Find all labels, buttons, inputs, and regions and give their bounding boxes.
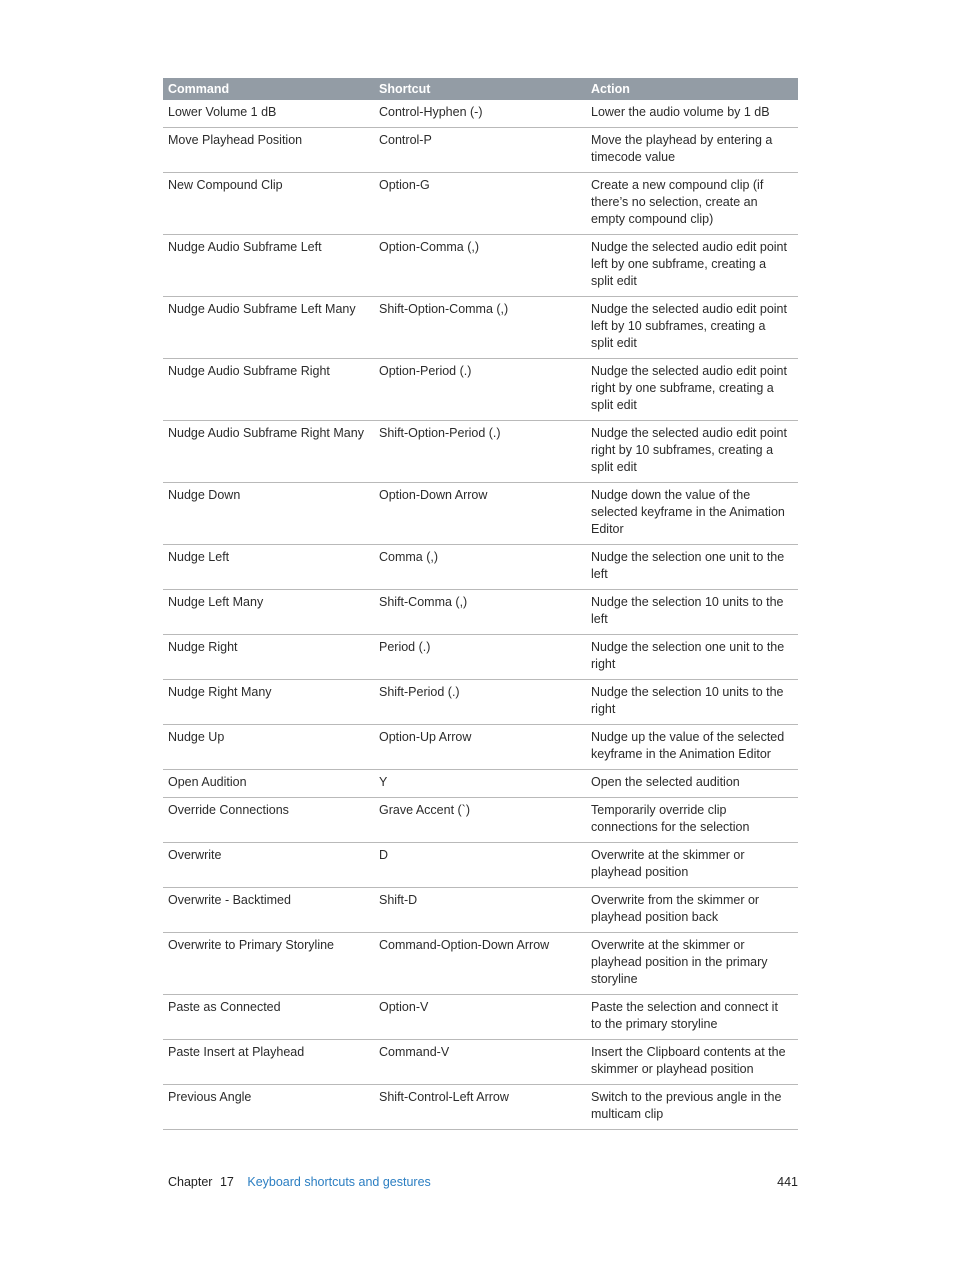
cell-command: Open Audition bbox=[163, 770, 374, 798]
cell-action: Nudge up the value of the selected keyframe in the Animation Editor bbox=[586, 725, 798, 770]
cell-command: Move Playhead Position bbox=[163, 128, 374, 173]
cell-shortcut: Shift-Control-Left Arrow bbox=[374, 1085, 586, 1130]
table-row bbox=[163, 173, 798, 235]
table-row bbox=[163, 798, 798, 843]
cell-shortcut: Control-Hyphen (-) bbox=[374, 100, 586, 128]
cell-shortcut: Option-Up Arrow bbox=[374, 725, 586, 770]
cell-action: Nudge the selected audio edit point left by 10 subframes, creating a split edit bbox=[586, 297, 798, 359]
footer-chapter-title-link[interactable]: Keyboard shortcuts and gestures bbox=[247, 1175, 431, 1189]
cell-shortcut: Control-P bbox=[374, 128, 586, 173]
cell-shortcut: Option-G bbox=[374, 173, 586, 235]
column-header-shortcut: Shortcut bbox=[374, 78, 586, 100]
column-header-action: Action bbox=[586, 78, 798, 100]
cell-shortcut: Shift-Comma (,) bbox=[374, 590, 586, 635]
table-row bbox=[163, 100, 798, 128]
cell-shortcut: Comma (,) bbox=[374, 545, 586, 590]
table-row bbox=[163, 483, 798, 545]
table-row bbox=[163, 635, 798, 680]
cell-action: Paste the selection and connect it to the primary storyline bbox=[586, 995, 798, 1040]
cell-action: Insert the Clipboard contents at the skimmer or playhead position bbox=[586, 1040, 798, 1085]
cell-action: Nudge the selection one unit to the right bbox=[586, 635, 798, 680]
cell-command: Paste as Connected bbox=[163, 995, 374, 1040]
cell-command: Nudge Left bbox=[163, 545, 374, 590]
cell-command: Overwrite - Backtimed bbox=[163, 888, 374, 933]
cell-shortcut: Command-V bbox=[374, 1040, 586, 1085]
table-row bbox=[163, 128, 798, 173]
cell-command: Paste Insert at Playhead bbox=[163, 1040, 374, 1085]
cell-action: Nudge the selection one unit to the left bbox=[586, 545, 798, 590]
cell-command: Nudge Audio Subframe Right bbox=[163, 359, 374, 421]
table-row bbox=[163, 1085, 798, 1130]
cell-command: Overwrite to Primary Storyline bbox=[163, 933, 374, 995]
cell-command: Nudge Audio Subframe Right Many bbox=[163, 421, 374, 483]
table-row bbox=[163, 359, 798, 421]
page-footer bbox=[168, 1173, 798, 1191]
page-number: 441 bbox=[777, 1175, 798, 1189]
cell-action: Nudge down the value of the selected keyframe in the Animation Editor bbox=[586, 483, 798, 545]
cell-command: Override Connections bbox=[163, 798, 374, 843]
cell-action: Open the selected audition bbox=[586, 770, 798, 798]
cell-shortcut: Shift-Period (.) bbox=[374, 680, 586, 725]
table-row bbox=[163, 888, 798, 933]
cell-action: Lower the audio volume by 1 dB bbox=[586, 100, 798, 128]
cell-action: Nudge the selected audio edit point right by one subframe, creating a split edit bbox=[586, 359, 798, 421]
table-row bbox=[163, 235, 798, 297]
cell-command: Overwrite bbox=[163, 843, 374, 888]
cell-action: Overwrite at the skimmer or playhead position in the primary storyline bbox=[586, 933, 798, 995]
cell-command: Nudge Right bbox=[163, 635, 374, 680]
cell-shortcut: Shift-Option-Comma (,) bbox=[374, 297, 586, 359]
column-header-command: Command bbox=[163, 78, 374, 100]
table-row bbox=[163, 680, 798, 725]
cell-action: Create a new compound clip (if there’s no selection, create an empty compound clip) bbox=[586, 173, 798, 235]
footer-chapter-number: 17 bbox=[219, 1175, 234, 1189]
cell-shortcut: Shift-D bbox=[374, 888, 586, 933]
cell-action: Switch to the previous angle in the multicam clip bbox=[586, 1085, 798, 1130]
cell-action: Nudge the selected audio edit point right by 10 subframes, creating a split edit bbox=[586, 421, 798, 483]
cell-shortcut: Y bbox=[374, 770, 586, 798]
cell-action: Temporarily override clip connections for the selection bbox=[586, 798, 798, 843]
cell-command: Lower Volume 1 dB bbox=[163, 100, 374, 128]
cell-action: Move the playhead by entering a timecode value bbox=[586, 128, 798, 173]
cell-command: Nudge Audio Subframe Left bbox=[163, 235, 374, 297]
table-row bbox=[163, 995, 798, 1040]
footer-chapter-label: Chapter bbox=[168, 1175, 213, 1189]
shortcuts-table bbox=[163, 78, 798, 1130]
table-row bbox=[163, 545, 798, 590]
cell-action: Nudge the selection 10 units to the right bbox=[586, 680, 798, 725]
table-row bbox=[163, 297, 798, 359]
table-row bbox=[163, 933, 798, 995]
cell-command: New Compound Clip bbox=[163, 173, 374, 235]
cell-shortcut: D bbox=[374, 843, 586, 888]
cell-command: Nudge Down bbox=[163, 483, 374, 545]
cell-action: Nudge the selection 10 units to the left bbox=[586, 590, 798, 635]
cell-shortcut: Option-Period (.) bbox=[374, 359, 586, 421]
table-body bbox=[163, 100, 798, 1130]
cell-command: Nudge Left Many bbox=[163, 590, 374, 635]
cell-shortcut: Option-V bbox=[374, 995, 586, 1040]
cell-shortcut: Shift-Option-Period (.) bbox=[374, 421, 586, 483]
table-row bbox=[163, 770, 798, 798]
table-row bbox=[163, 725, 798, 770]
cell-command: Nudge Up bbox=[163, 725, 374, 770]
cell-command: Nudge Right Many bbox=[163, 680, 374, 725]
cell-action: Nudge the selected audio edit point left by one subframe, creating a split edit bbox=[586, 235, 798, 297]
cell-action: Overwrite at the skimmer or playhead position bbox=[586, 843, 798, 888]
cell-command: Previous Angle bbox=[163, 1085, 374, 1130]
cell-shortcut: Grave Accent (`) bbox=[374, 798, 586, 843]
table-header-row bbox=[163, 78, 798, 100]
table-row bbox=[163, 1040, 798, 1085]
cell-shortcut: Period (.) bbox=[374, 635, 586, 680]
cell-shortcut: Command-Option-Down Arrow bbox=[374, 933, 586, 995]
cell-shortcut: Option-Down Arrow bbox=[374, 483, 586, 545]
table-row bbox=[163, 590, 798, 635]
table-row bbox=[163, 843, 798, 888]
cell-action: Overwrite from the skimmer or playhead position back bbox=[586, 888, 798, 933]
table-row bbox=[163, 421, 798, 483]
cell-command: Nudge Audio Subframe Left Many bbox=[163, 297, 374, 359]
cell-shortcut: Option-Comma (,) bbox=[374, 235, 586, 297]
